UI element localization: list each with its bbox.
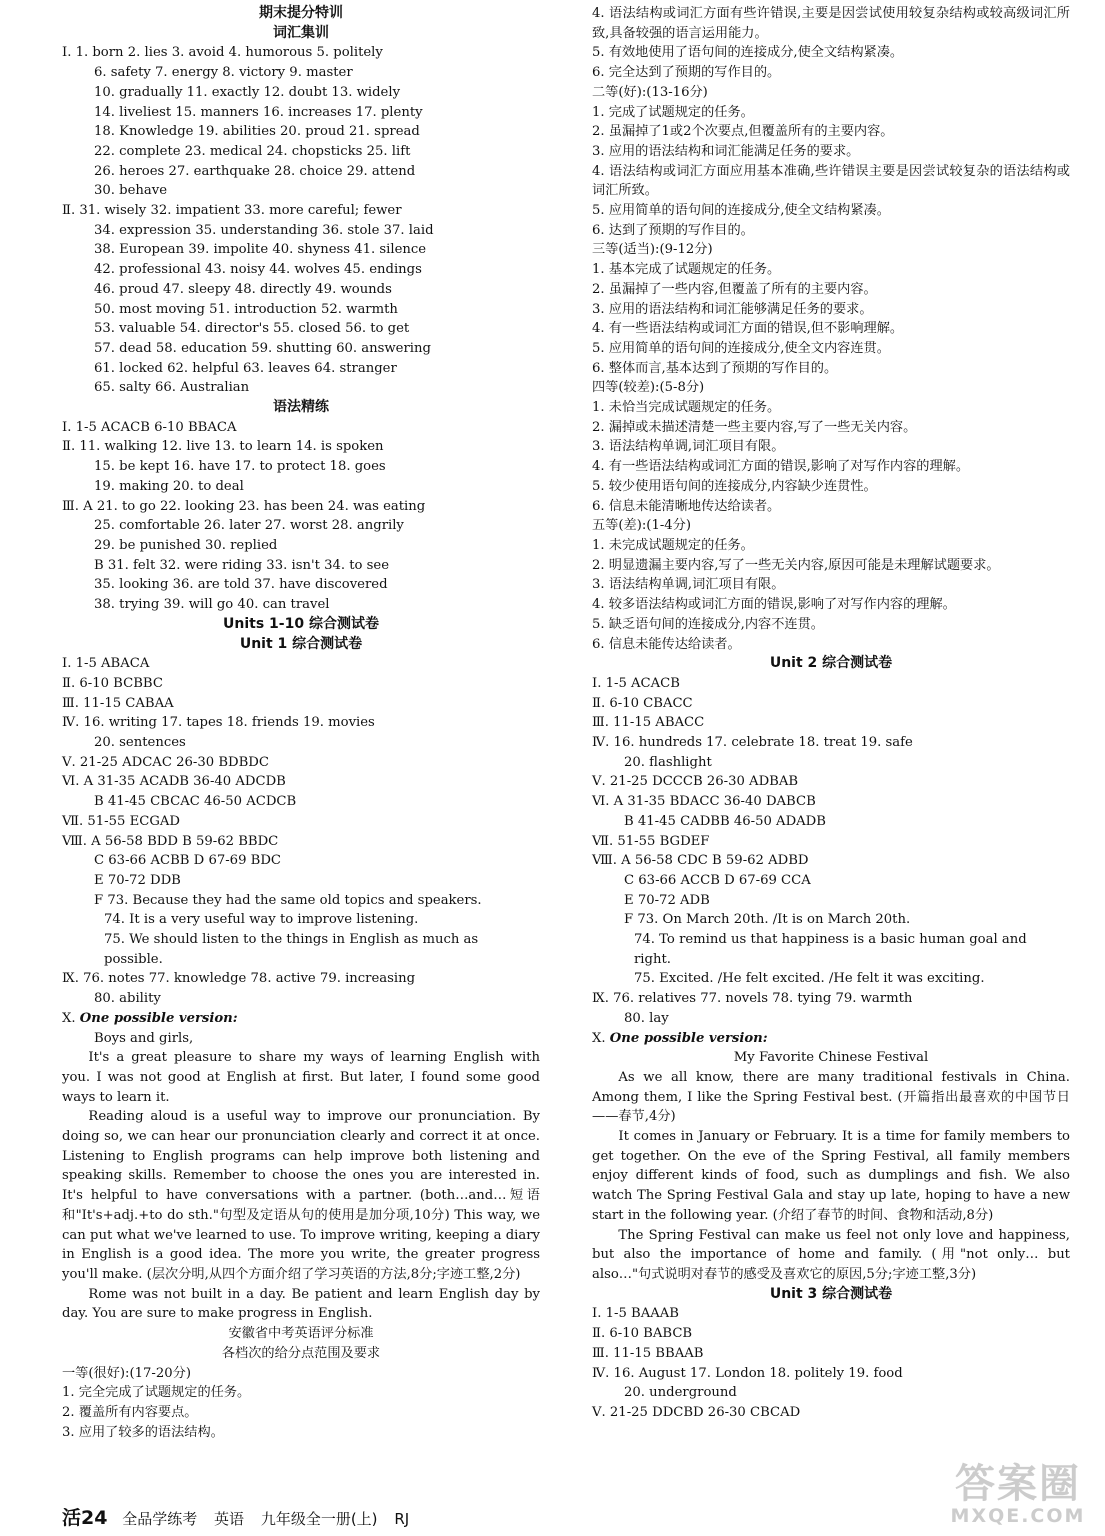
answer-line: 6. 整体而言,基本达到了预期的写作目的。 [592,360,838,376]
watermark-logo [943,1462,1093,1530]
answer-line: Ⅵ. A 31-35 ACADB 36-40 ADCDB [62,774,286,790]
answer-line: 14. liveliest 15. manners 16. increases 17. plenty [94,104,423,120]
answer-line: C 63-66 ACBB D 67-69 BDC [94,853,282,869]
answer-line: 3. 应用了较多的语法结构。 [62,1424,224,1440]
answer-line: Ⅱ. 31. wisely 32. impatient 33. more careful; fewer [62,203,402,219]
answer-line: Ⅵ. A 31-35 BDACC 36-40 DABCB [592,794,816,810]
essay-paragraph: The Spring Festival can make us feel not only love and happiness, but also the importance of home and family. (用"not only… but also…"句式说明对春节的感受及喜欢它的原因,5分;字迹工整,3分) [592,1227,1070,1282]
answer-line: 38. European 39. impolite 40. shyness 41. silence [94,242,427,258]
answer-line: 29. be punished 30. replied [94,537,278,553]
answer-line: 80. ability [94,991,161,1007]
version-label [62,1009,540,1029]
answer-line: 25. comfortable 26. later 27. worst 28. angrily [94,518,404,534]
answer-line: 2. 虽漏掉了1或2个次要点,但覆盖所有的主要内容。 [592,124,894,140]
essay-paragraph: It's a great pleasure to share my ways of learning English with you. I was not good at English at first. But later, I found some good ways to learn it. [62,1050,540,1105]
answer-line: Ⅱ. 6-10 BCBBC [62,675,163,691]
right-column [592,4,1070,1423]
answer-line: 15. be kept 16. have 17. to protect 18. goes [94,459,386,475]
answer-line: 34. expression 35. understanding 36. stole 37. laid [94,222,434,238]
answer-line: 6. safety 7. energy 8. victory 9. master [94,65,353,81]
answer-line: 5. 应用简单的语句间的连接成分,使全文内容连贯。 [592,340,890,356]
answer-line: 6. 信息未能清晰地传达给读者。 [592,498,781,514]
salutation: Boys and girls, [94,1030,194,1046]
answer-line: Ⅲ. 11-15 CABAA [62,695,174,711]
answer-line: 3. 应用的语法结构和词汇能满足任务的要求。 [592,143,860,159]
answer-line: 35. looking 36. are told 37. have discovered [94,577,388,593]
roman-numeral: Ⅹ. [592,1030,610,1046]
answer-line: 2. 漏掉或未描述清楚一些主要内容,写了一些无关内容。 [592,419,917,435]
section-heading: Unit 1 综合测试卷 [239,635,363,652]
answer-line: Ⅲ. 11-15 BBAAB [592,1345,704,1361]
answer-line: Ⅱ. 11. walking 12. live 13. to learn 14. is spoken [62,439,384,455]
edition: RJ [394,1510,410,1528]
answer-line: 26. heroes 27. earthquake 28. choice 29. attend [94,163,416,179]
version-label [592,1029,1070,1049]
answer-line: Ⅶ. 51-55 BGDEF [592,833,710,849]
section-heading: 语法精练 [273,399,329,416]
answer-line: 一等(很好):(17-20分) [62,1365,191,1381]
answer-line: E 70-72 DDB [94,872,181,888]
paragraph: 2. 明显遗漏主要内容,写了一些无关内容,原因可能是未理解试题要求。 [592,557,1000,573]
answer-line: Ⅱ. 6-10 CBACC [592,695,693,711]
answer-line: Ⅰ. 1. born 2. lies 3. avoid 4. humorous 5. politely [62,45,383,61]
answer-line: 38. trying 39. will go 40. can travel [94,597,330,613]
section-heading: Unit 3 综合测试卷 [769,1285,893,1302]
page-footer [62,1503,421,1530]
answer-line: 1. 未完成试题规定的任务。 [592,537,754,553]
answer-line: 3. 应用的语法结构和词汇能够满足任务的要求。 [592,301,873,317]
answer-line: 5. 较少使用语句间的连接成分,内容缺少连贯性。 [592,478,877,494]
answer-line: 75. We should listen to the things in English as much as [104,932,479,948]
answer-line: possible. [104,951,163,967]
essay-paragraph: As we all know, there are many traditional festivals in China. Among them, I like the Spring Festival best. (开篇指出最喜欢的中国节日——春节,4分) [592,1069,1070,1125]
answer-line: 2. 覆盖所有内容要点。 [62,1404,198,1420]
answer-line: Ⅴ. 21-25 DCCCB 26-30 ADBAB [592,774,799,790]
essay-paragraph: Rome was not built in a day. Be patient and learn English day by day. You are sure to make progress in English. [62,1286,540,1322]
section-heading: 期末提分特训 [259,5,343,21]
centered-heading: 各档次的给分点范围及要求 [221,1345,381,1361]
answer-line: Ⅷ. A 56-58 CDC B 59-62 ADBD [592,853,809,869]
answer-line: Ⅰ. 1-5 BAAAB [592,1306,679,1322]
answer-line: B 41-45 CBCAC 46-50 ACDCB [94,794,297,810]
watermark-url: MXQE.COM [950,1505,1086,1527]
answer-line: 65. salty 66. Australian [94,380,250,396]
centered-heading: My Favorite Chinese Festival [733,1050,929,1066]
answer-line: 5. 缺乏语句间的连接成分,内容不连贯。 [592,616,824,632]
answer-line: 80. lay [624,1010,669,1026]
answer-line: Ⅰ. 1-5 ABACA [62,656,150,672]
answer-line: 20. sentences [94,735,186,751]
answer-line: 1. 完全完成了试题规定的任务。 [62,1385,251,1401]
section-heading: 词汇集训 [273,24,329,41]
answer-line: Ⅷ. A 56-58 BDD B 59-62 BBDC [62,833,279,849]
answer-line: Ⅴ. 21-25 DDCBD 26-30 CBCAD [592,1404,801,1420]
answer-line: Ⅶ. 51-55 ECGAD [62,813,180,829]
paragraph: 4. 语法结构或词汇方面有些许错误,主要是因尝试使用较复杂结构或较高级词汇所致,具备较强的语言运用能力。 [592,6,1070,41]
answer-line: 二等(好):(13-16分) [592,84,708,100]
answer-line: 19. making 20. to deal [94,478,244,494]
answer-line: F 73. On March 20th. /It is on March 20th. [624,912,911,928]
answer-line: 2. 虽漏掉了一些内容,但覆盖了所有的主要内容。 [592,281,877,297]
answer-line: Ⅲ. 11-15 ABACC [592,715,705,731]
version-caption: One possible version: [79,1010,238,1026]
answer-line: 22. complete 23. medical 24. chopsticks 25. lift [94,143,411,159]
answer-line: 3. 语法结构单调,词汇项目有限。 [592,577,785,593]
answer-line: 1. 基本完成了试题规定的任务。 [592,262,781,278]
essay-paragraph: It comes in January or February. It is a time for family members to get together. On the eve of the Spring Festival, all family members enjoy different kinds of food, such as dumplings and fish. We also watch The Spring Festival Gala and stay up late, hoping to have a new start in the following year. (介绍了春节的时间、食物和活动,8分) [592,1129,1070,1223]
answer-line: Ⅸ. 76. notes 77. knowledge 78. active 79. increasing [62,971,416,987]
answer-line: B 31. felt 32. were riding 33. isn't 34. to see [94,557,390,573]
answer-line: C 63-66 ACCB D 67-69 CCA [624,872,811,888]
answer-line: Ⅰ. 1-5 ACACB 6-10 BBACA [62,419,237,435]
answer-line: E 70-72 ADB [624,892,710,908]
answer-line: Ⅴ. 21-25 ADCAC 26-30 BDBDC [62,754,269,770]
answer-line: 50. most moving 51. introduction 52. warmth [94,301,398,317]
answer-line: 5. 有效地使用了语句间的连接成分,使全文结构紧凑。 [592,45,904,61]
answer-line: 1. 完成了试题规定的任务。 [592,104,754,120]
answer-line: 4. 较多语法结构或词汇方面的错误,影响了对写作内容的理解。 [592,597,956,613]
answer-line: 1. 未恰当完成试题规定的任务。 [592,400,781,416]
answer-line: 10. gradually 11. exactly 12. doubt 13. widely [94,84,401,100]
answer-line: F 73. Because they had the same old topics and speakers. [94,892,482,908]
answer-line: 五等(差):(1-4分) [592,518,692,534]
answer-line: 6. 完全达到了预期的写作目的。 [592,65,781,81]
page-number: 活24 [62,1507,108,1529]
answer-line: Ⅳ. 16. August 17. London 18. politely 19. food [592,1365,903,1381]
answer-line: 4. 有一些语法结构或词汇方面的错误,但不影响理解。 [592,321,904,337]
grade: 九年级全一册(上) [260,1510,378,1528]
answer-line: 74. To remind us that happiness is a basic human goal and [634,932,1027,948]
answer-line: 42. professional 43. noisy 44. wolves 45. endings [94,262,422,278]
answer-line: Ⅱ. 6-10 BABCB [592,1326,693,1342]
left-column [62,4,540,1442]
version-caption: One possible version: [609,1030,768,1046]
answer-line: Ⅳ. 16. hundreds 17. celebrate 18. treat 19. safe [592,735,913,751]
paragraph: 4. 语法结构或词汇方面应用基本准确,些许错误主要是因尝试较复杂的语法结构或词汇所致。 [592,163,1070,199]
answer-line: 6. 达到了预期的写作目的。 [592,222,754,238]
answer-line: 20. underground [624,1385,737,1401]
answer-line: Ⅰ. 1-5 ACACB [592,675,680,691]
answer-line: Ⅸ. 76. relatives 77. novels 78. tying 79. warmth [592,991,913,1007]
answer-line: 46. proud 47. sleepy 48. directly 49. wounds [94,281,392,297]
answer-line: 75. Excited. /He felt excited. /He felt it was exciting. [634,971,985,987]
answer-line: 5. 应用简单的语句间的连接成分,使全文结构紧凑。 [592,203,890,219]
answer-line: 三等(适当):(9-12分) [592,242,713,258]
answer-line: 61. locked 62. helpful 63. leaves 64. stranger [94,360,397,376]
centered-heading: 安徽省中考英语评分标准 [228,1326,374,1342]
section-heading: Units 1-10 综合测试卷 [223,615,379,632]
answer-line: B 41-45 CADBB 46-50 ADADB [624,813,826,829]
answer-line: 6. 信息未能传达给读者。 [592,636,741,652]
book-title: 全品学练考 [122,1510,198,1528]
answer-line: Ⅲ. A 21. to go 22. looking 23. has been 24. was eating [62,498,426,514]
answer-line: Ⅳ. 16. writing 17. tapes 18. friends 19. movies [62,715,375,731]
watermark-text: 答案圈 [955,1461,1081,1507]
answer-line: 53. valuable 54. director's 55. closed 56. to get [94,321,410,337]
subject: 英语 [214,1510,245,1528]
answer-line: 4. 有一些语法结构或词汇方面的错误,影响了对写作内容的理解。 [592,459,970,475]
answer-line: 20. flashlight [624,754,712,770]
answer-line: 18. Knowledge 19. abilities 20. proud 21. spread [94,124,420,140]
answer-line: 3. 语法结构单调,词汇项目有限。 [592,439,785,455]
section-heading: Unit 2 综合测试卷 [769,655,893,672]
roman-numeral: Ⅹ. [62,1010,80,1026]
answer-line: 30. behave [94,183,168,199]
answer-line: 74. It is a very useful way to improve listening. [104,912,419,928]
essay-paragraph: Reading aloud is a useful way to improve our pronunciation. By doing so, we can hear our pronunciation clearly and correct it at once. Listening to English programs can help improve both listening and speaking skills. Remember to choose the ones you are interested in. It's helpful to have conversations with a partner. (both…and…短语和"It's+adj.+to do sth."句型及定语从句的使用是加分项,10分) This way, we can put what we've learned to use. To improve writing, keeping a diary in English is a good idea. The more you write, the greater progress you'll make. (层次分明,从四个方面介绍了学习英语的方法,8分;字迹工整,2分) [62,1109,540,1282]
answer-line: right. [634,951,671,967]
answer-line: 57. dead 58. education 59. shutting 60. answering [94,340,431,356]
answer-line: 四等(较差):(5-8分) [592,380,705,396]
